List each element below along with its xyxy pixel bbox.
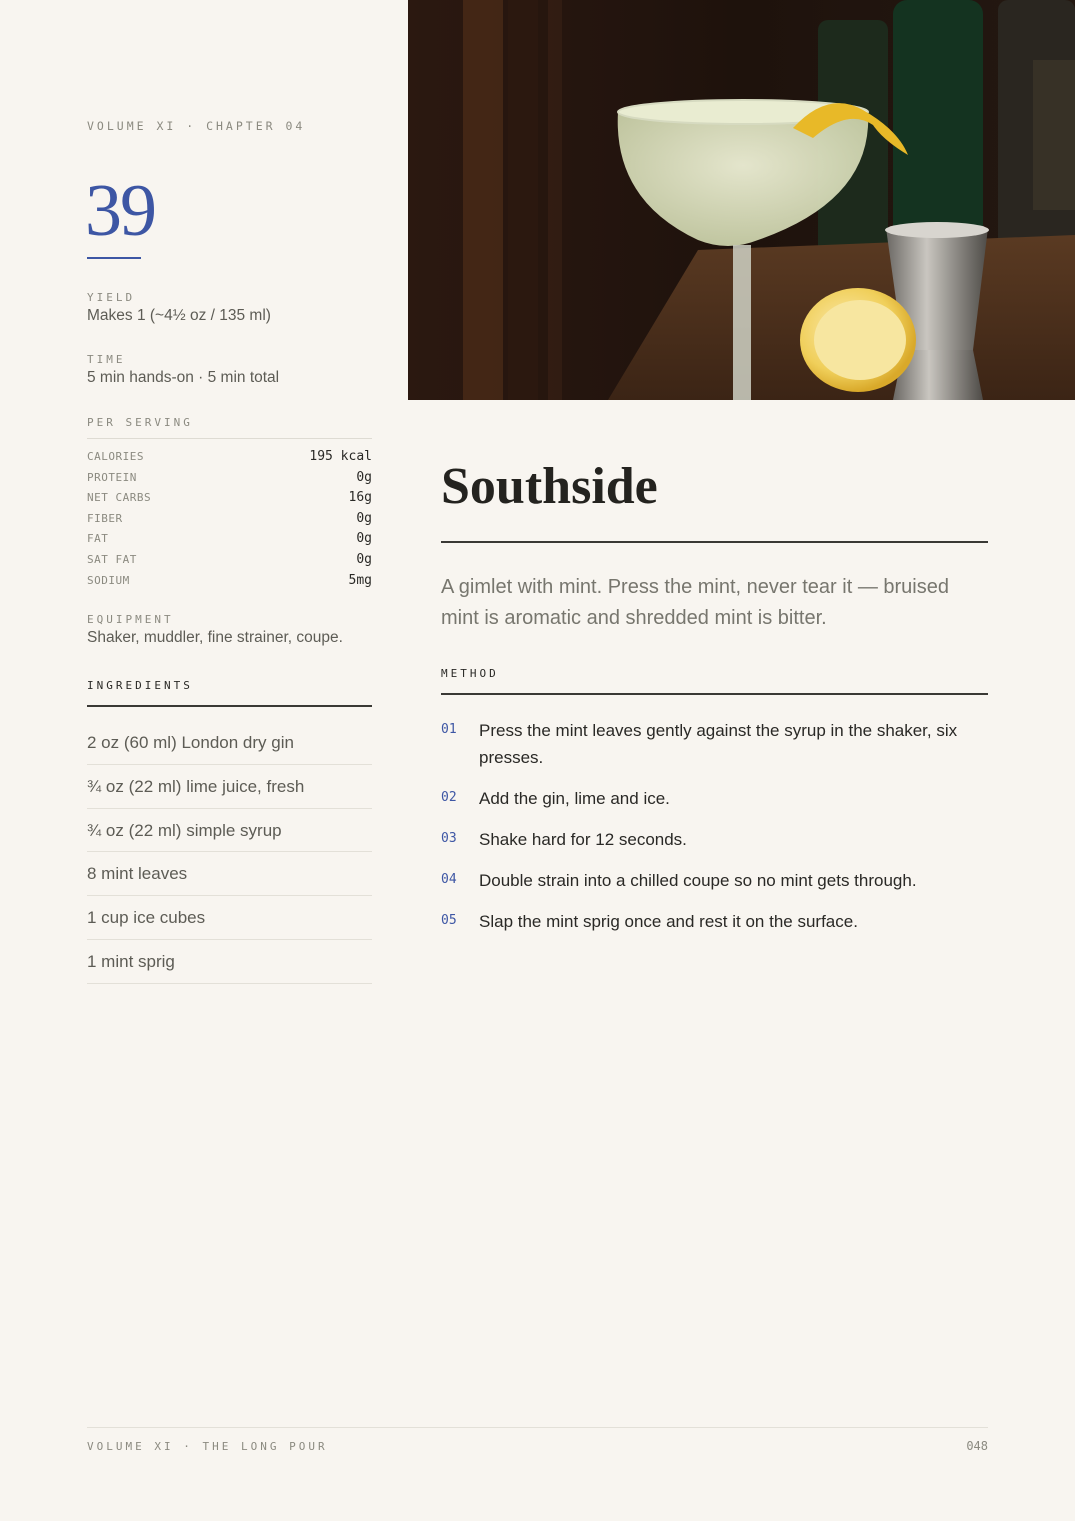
method-divider xyxy=(441,693,988,695)
ingredient-item: 1 cup ice cubes xyxy=(87,896,372,940)
yield-block xyxy=(87,291,372,325)
step-number: 04 xyxy=(441,872,457,887)
method-label: METHOD xyxy=(441,667,499,680)
ingredient-item: 1 mint sprig xyxy=(87,940,372,984)
nutrition-divider xyxy=(87,438,372,439)
nutrition-table xyxy=(87,449,372,593)
nutrition-row xyxy=(87,449,372,470)
recipe-title: Southside xyxy=(441,458,658,515)
method-step xyxy=(441,785,988,812)
recipe-number: 39 xyxy=(85,170,155,252)
ingredient-item: 8 mint leaves xyxy=(87,852,372,896)
page-number: 048 xyxy=(966,1439,988,1453)
ingredients-section xyxy=(87,679,372,984)
nutrition-value: 0g xyxy=(356,510,372,526)
step-text: Double strain into a chilled coupe so no mint gets through. xyxy=(479,871,917,890)
nutrition-row xyxy=(87,490,372,511)
nutrition-value: 0g xyxy=(356,469,372,485)
time-label: TIME xyxy=(87,353,126,366)
step-text: Press the mint leaves gently against the syrup in the shaker, six presses. xyxy=(479,721,958,767)
method-step xyxy=(441,717,988,771)
yield-label: YIELD xyxy=(87,291,136,304)
chapter-label: VOLUME XI · CHAPTER 04 xyxy=(87,119,306,133)
equipment-block xyxy=(87,613,372,647)
method-header xyxy=(441,667,988,695)
step-number: 01 xyxy=(441,722,457,737)
nutrition-value: 0g xyxy=(356,531,372,547)
ingredient-item: ¾ oz (22 ml) simple syrup xyxy=(87,809,372,853)
step-number: 05 xyxy=(441,913,457,928)
step-text: Slap the mint sprig once and rest it on the surface. xyxy=(479,912,858,931)
method-step xyxy=(441,826,988,853)
nutrition-key: SAT FAT xyxy=(87,552,137,566)
per-serving-label: PER SERVING xyxy=(87,416,193,429)
time-value: 5 min hands-on · 5 min total xyxy=(87,369,280,386)
ingredients-divider xyxy=(87,705,372,707)
step-text: Shake hard for 12 seconds. xyxy=(479,830,687,849)
nutrition-key: PROTEIN xyxy=(87,470,137,484)
step-number: 02 xyxy=(441,790,457,805)
nutrition-key: FIBER xyxy=(87,511,123,525)
method-step xyxy=(441,867,988,894)
recipe-intro: A gimlet with mint. Press the mint, never tear it — bruised mint is aromatic and shredded mint is bitter. xyxy=(441,576,949,629)
nutrition-key: CALORIES xyxy=(87,450,144,463)
nutrition-block xyxy=(87,416,372,593)
method-steps xyxy=(441,717,988,949)
step-text: Add the gin, lime and ice. xyxy=(479,789,670,808)
nutrition-value: 0g xyxy=(356,551,372,567)
equipment-label: EQUIPMENT xyxy=(87,613,174,626)
nutrition-row xyxy=(87,573,372,594)
recipe-number-underline xyxy=(87,257,141,259)
ingredients-label: INGREDIENTS xyxy=(87,679,193,692)
nutrition-value: 195 kcal xyxy=(309,449,372,464)
nutrition-row xyxy=(87,470,372,491)
cocktail-photo xyxy=(408,0,1075,400)
nutrition-row xyxy=(87,552,372,573)
equipment-value: Shaker, muddler, fine strainer, coupe. xyxy=(87,629,343,646)
ingredient-item: ¾ oz (22 ml) lime juice, fresh xyxy=(87,765,372,809)
nutrition-row xyxy=(87,531,372,552)
ingredient-item: 2 oz (60 ml) London dry gin xyxy=(87,721,372,765)
time-block xyxy=(87,353,372,387)
nutrition-row xyxy=(87,511,372,532)
yield-value: Makes 1 (~4½ oz / 135 ml) xyxy=(87,307,271,324)
method-step xyxy=(441,908,988,935)
footer-divider xyxy=(87,1427,988,1428)
step-number: 03 xyxy=(441,831,457,846)
nutrition-value: 16g xyxy=(348,490,372,506)
nutrition-value: 5mg xyxy=(348,572,372,588)
ingredients-list xyxy=(87,721,372,984)
nutrition-key: NET CARBS xyxy=(87,491,152,505)
title-divider xyxy=(441,541,988,543)
footer-volume: VOLUME XI · THE LONG POUR xyxy=(87,1440,328,1453)
nutrition-key: FAT xyxy=(87,532,109,546)
nutrition-key: SODIUM xyxy=(87,573,130,587)
